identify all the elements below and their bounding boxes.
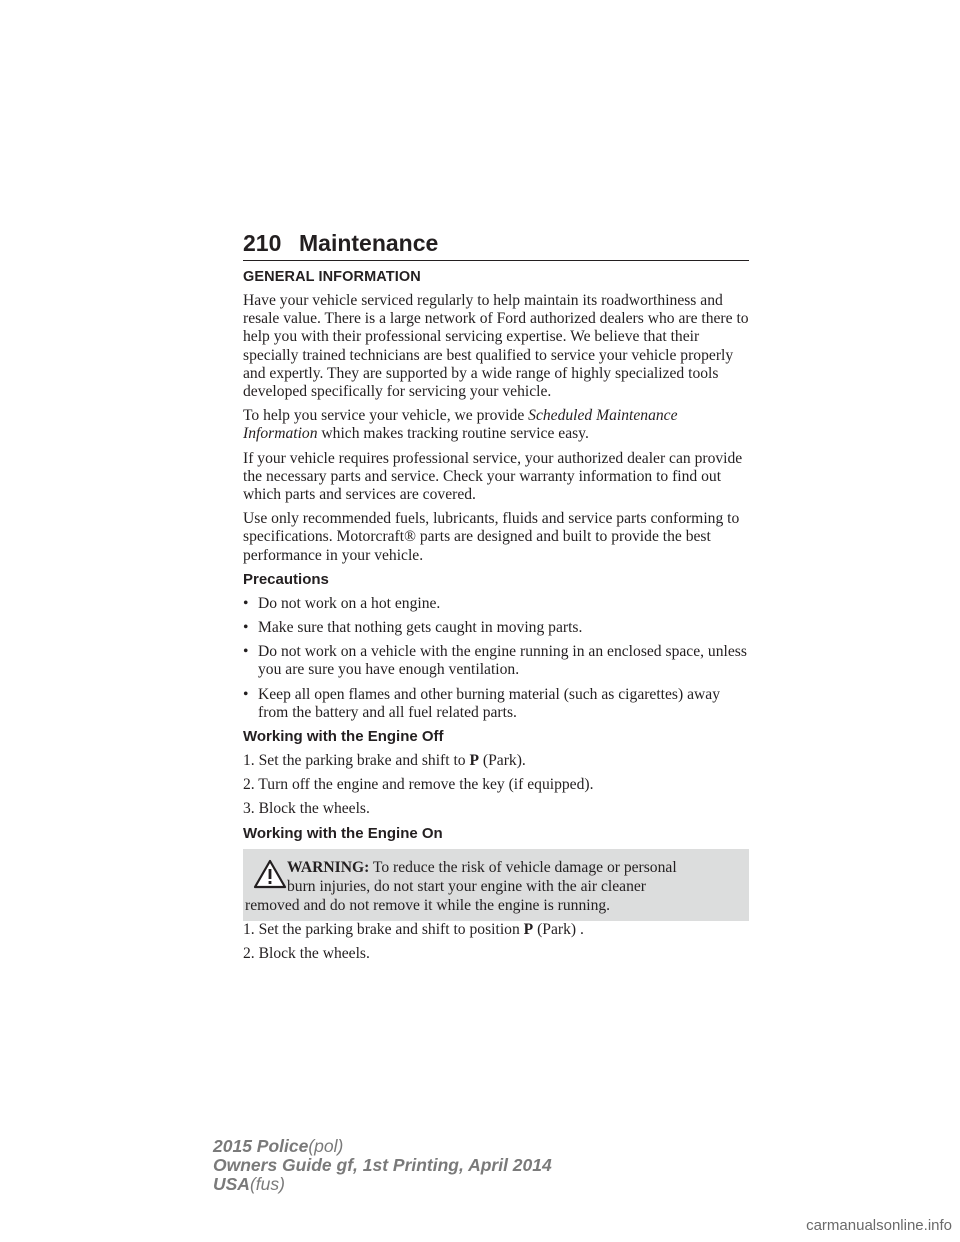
bullet-icon: •	[243, 643, 249, 661]
page-footer	[213, 1137, 552, 1194]
footer-line-3: USA(fus)	[213, 1174, 285, 1194]
list-item: • Do not work on a vehicle with the engine running in an enclosed space, unless you are sure you have enough ventilation.	[243, 643, 747, 679]
precautions-list	[243, 595, 749, 722]
general-paragraph-1: Have your vehicle serviced regularly to help maintain its roadworthiness and resale value. There is a large network of Ford authorized dealers who are there to help you with their professional servicing expertise. We believe that their specially trained technicians are best qualified to service your vehicle properly and expertly. They are supported by a wide range of highly specialized tools developed specifically for servicing your vehicle.	[243, 292, 749, 401]
warning-triangle-icon	[253, 859, 287, 889]
general-paragraph-4: Use only recommended fuels, lubricants, fluids and service parts conforming to specifications. Motorcraft® parts are designed and built to provide the best performance in your vehicle.	[243, 510, 740, 564]
engine-off-heading: Working with the Engine Off	[243, 728, 444, 746]
page-content	[243, 268, 749, 969]
list-item: • Make sure that nothing gets caught in moving parts.	[243, 619, 583, 637]
warning-text-line-1: WARNING: To reduce the risk of vehicle damage or personal	[287, 858, 677, 876]
general-paragraph-3: If your vehicle requires professional service, your authorized dealer can provide the necessary parts and service. Check your warranty information to find out which parts and services are covered.	[243, 449, 743, 504]
engine-off-steps	[243, 752, 749, 819]
bullet-icon: •	[243, 594, 249, 612]
engine-on-step-2: 2. Block the wheels.	[243, 944, 370, 962]
list-item: • Do not work on a hot engine.	[243, 594, 441, 612]
footer-line-1: 2015 Police(pol)	[213, 1136, 344, 1156]
scheduled-maintenance-link: Scheduled Maintenance Information	[243, 407, 678, 443]
engine-off-step-1: 1. Set the parking brake and shift to P (Park).	[243, 752, 526, 770]
engine-on-steps	[243, 921, 749, 963]
para2-prefix: To help you service your vehicle, we provide	[243, 407, 529, 425]
warning-label: WARNING:	[287, 858, 370, 876]
watermark: carmanualsonline.info	[806, 1217, 952, 1234]
precautions-heading: Precautions	[243, 570, 329, 588]
list-item: • Keep all open flames and other burning material (such as cigarettes) away from the battery and all fuel related parts.	[243, 685, 720, 721]
warning-box	[243, 849, 749, 921]
warning-text-line-2: burn injuries, do not start your engine with the air cleaner	[287, 877, 646, 895]
bullet-icon: •	[243, 685, 249, 703]
para2-suffix: which makes tracking routine service easy.	[317, 425, 589, 443]
engine-on-step-1: 1. Set the parking brake and shift to position P (Park) .	[243, 920, 584, 938]
chapter-title: Maintenance	[299, 230, 439, 256]
bullet-icon: •	[243, 619, 249, 637]
engine-off-step-2: 2. Turn off the engine and remove the key (if equipped).	[243, 776, 594, 794]
engine-on-heading: Working with the Engine On	[243, 824, 443, 842]
general-information-heading: GENERAL INFORMATION	[243, 269, 421, 285]
warning-text-line-3: removed and do not remove it while the engine is running.	[245, 896, 611, 914]
footer-line-2: Owners Guide gf, 1st Printing, April 2014	[213, 1155, 552, 1175]
general-paragraph-2	[243, 407, 749, 443]
engine-off-step-3: 3. Block the wheels.	[243, 800, 370, 818]
page-header	[243, 230, 749, 261]
page-number: 210	[243, 230, 282, 256]
